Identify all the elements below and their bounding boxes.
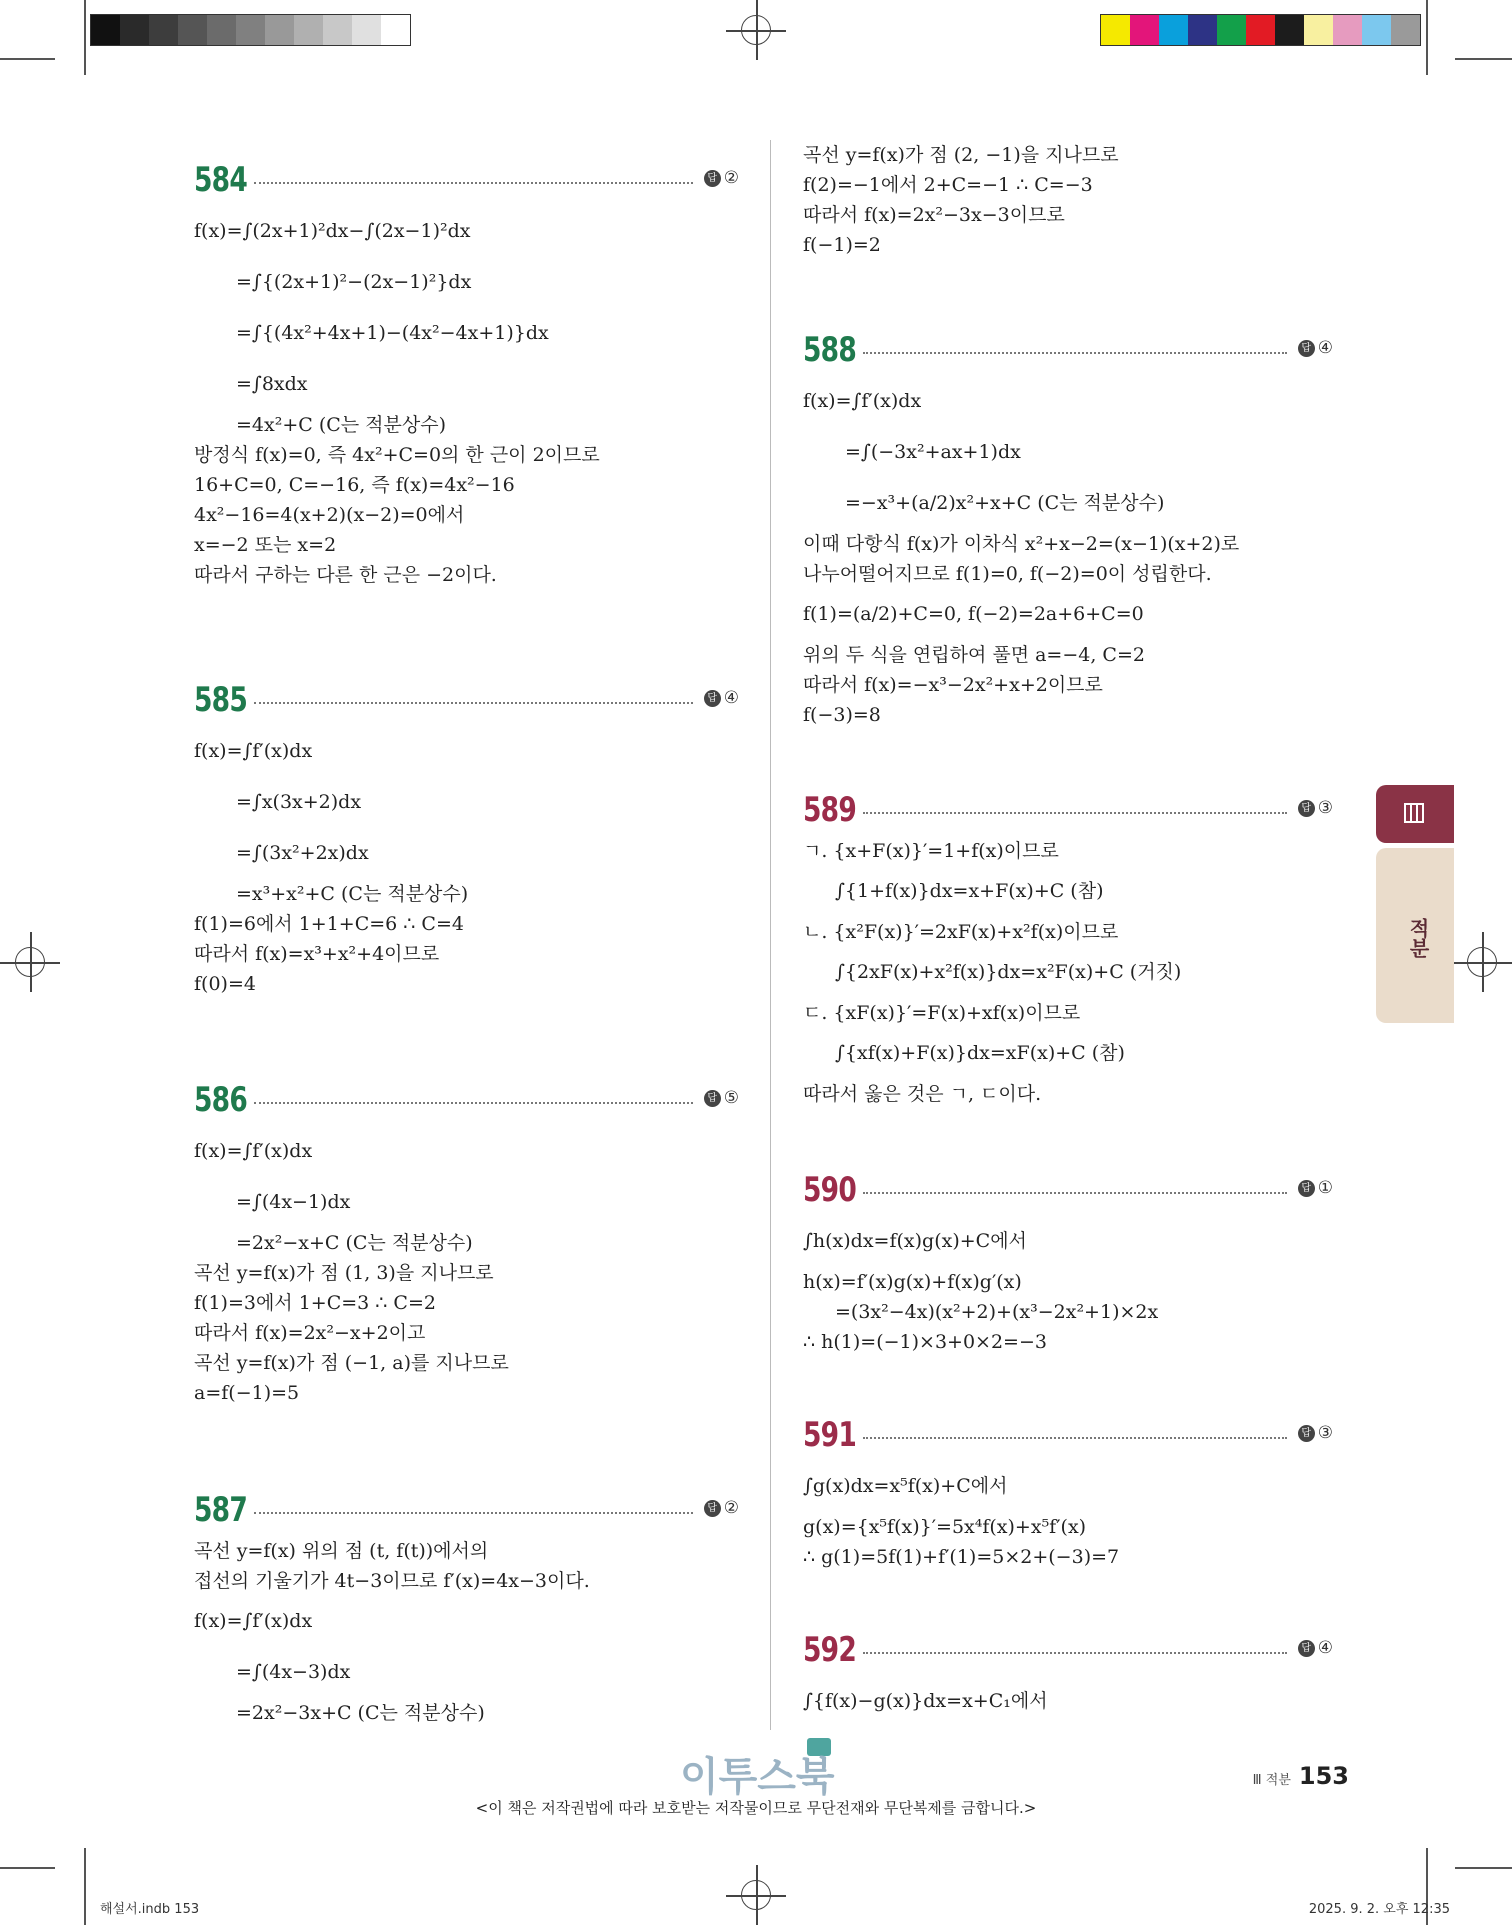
- problem-header: [803, 1630, 1333, 1676]
- problem-587: [194, 1490, 739, 1728]
- crop-mark: [0, 58, 55, 60]
- color-swatch: [1101, 15, 1130, 45]
- answer-badge-icon: 답: [1298, 340, 1315, 357]
- problem-header: [803, 790, 1333, 836]
- solution-line: 4x²−16=4(x+2)(x−2)=0에서: [194, 504, 465, 526]
- leader-dots: [863, 812, 1287, 814]
- answer-badge-icon: 답: [704, 170, 721, 187]
- problem-584: [194, 160, 739, 590]
- color-swatch: [1130, 15, 1159, 45]
- solution-line: 접선의 기울기가 4t−3이므로 f′(x)=4x−3이다.: [194, 1570, 590, 1592]
- leader-dots: [863, 1437, 1287, 1439]
- solution-line: 따라서 f(x)=2x²−3x−3이므로: [803, 204, 1065, 226]
- solution-line: 따라서 f(x)=2x²−x+2이고: [194, 1322, 426, 1344]
- solution-line: 따라서 f(x)=−x³−2x²+x+2이므로: [803, 674, 1103, 696]
- solution-line: 이때 다항식 f(x)가 이차식 x²+x−2=(x−1)(x+2)로: [803, 533, 1240, 555]
- problem-header: [803, 1415, 1333, 1461]
- answer-mark: [1298, 1423, 1333, 1443]
- solution-line: 따라서 옳은 것은 ㄱ, ㄷ이다.: [803, 1083, 1042, 1105]
- solution-line: 곡선 y=f(x)가 점 (−1, a)를 지나므로: [194, 1352, 509, 1374]
- solution-line: =2x²−x+C (C는 적분상수): [236, 1232, 473, 1254]
- crop-mark: [0, 1867, 55, 1869]
- answer-badge-icon: 답: [1298, 1180, 1315, 1197]
- problem-589: [803, 790, 1333, 1109]
- solution-line: 16+C=0, C=−16, 즉 f(x)=4x²−16: [194, 474, 515, 496]
- answer-badge-icon: 답: [704, 1500, 721, 1517]
- answer-mark: [704, 688, 739, 708]
- crop-mark: [1426, 0, 1428, 75]
- print-slug-date: 2025. 9. 2. 오후 12:35: [1308, 1902, 1450, 1917]
- answer-value: ①: [1317, 1178, 1333, 1198]
- problem-header: [803, 330, 1333, 376]
- answer-mark: [704, 1088, 739, 1108]
- problem-590: [803, 1170, 1333, 1357]
- problem-number: 591: [803, 1415, 857, 1455]
- answer-badge-icon: 답: [1298, 800, 1315, 817]
- solution-line: f(1)=6에서 1+1+C=6 ∴ C=4: [194, 913, 464, 935]
- solution-line: ∫{f(x)−g(x)}dx=x+C₁에서: [803, 1690, 1048, 1712]
- solution-line: =(3x²−4x)(x²+2)+(x³−2x²+1)×2x: [835, 1301, 1159, 1323]
- answer-mark: [704, 168, 739, 188]
- answer-badge-icon: 답: [704, 690, 721, 707]
- answer-value: ③: [1317, 1423, 1333, 1443]
- solution-line: =∫(3x²+2x)dx: [236, 842, 369, 864]
- column-divider: [770, 140, 771, 1730]
- problem-number: 592: [803, 1630, 857, 1670]
- solution-line: ∫h(x)dx=f(x)g(x)+C에서: [803, 1230, 1027, 1252]
- leader-dots: [863, 1192, 1287, 1194]
- solution-line: =∫8xdx: [236, 373, 308, 395]
- solution-line: =∫(4x−1)dx: [236, 1191, 351, 1213]
- answer-mark: [1298, 338, 1333, 358]
- continued-solution-587: [803, 140, 1333, 260]
- solution-line: =∫(4x−3)dx: [236, 1661, 351, 1683]
- solution-line: 곡선 y=f(x)가 점 (1, 3)을 지나므로: [194, 1262, 494, 1284]
- chapter-tab-label: 적분: [1406, 918, 1430, 958]
- answer-mark: [1298, 1638, 1333, 1658]
- solution-line: f(0)=4: [194, 973, 256, 995]
- grayscale-swatch: [149, 15, 178, 45]
- problem-number: 585: [194, 680, 248, 720]
- color-swatch: [1188, 15, 1217, 45]
- print-slug-file: 해설서.indb 153: [100, 1902, 200, 1917]
- problem-588: [803, 330, 1333, 730]
- solution-line: 방정식 f(x)=0, 즉 4x²+C=0의 한 근이 2이므로: [194, 444, 600, 466]
- grayscale-swatch: [352, 15, 381, 45]
- solution-line: 곡선 y=f(x)가 점 (2, −1)을 지나므로: [803, 144, 1119, 166]
- grayscale-swatch: [178, 15, 207, 45]
- solution-line: =2x²−3x+C (C는 적분상수): [236, 1702, 485, 1724]
- answer-value: ④: [1317, 338, 1333, 358]
- problem-header: [194, 680, 739, 726]
- solution-line: =∫x(3x+2)dx: [236, 791, 362, 813]
- leader-dots: [254, 1102, 693, 1104]
- publisher-logo: 이투스북: [680, 1754, 835, 1800]
- answer-value: ②: [723, 168, 739, 188]
- process-color-bar: [1100, 14, 1421, 46]
- problem-number: 588: [803, 330, 857, 370]
- crop-mark: [84, 0, 86, 75]
- solution-line: f(−1)=2: [803, 234, 881, 256]
- problem-586: [194, 1080, 739, 1408]
- page-number-block: [1253, 1762, 1349, 1790]
- right-column: [803, 140, 1333, 1712]
- leader-dots: [254, 182, 693, 184]
- solution-line: =∫(−3x²+ax+1)dx: [845, 441, 1021, 463]
- solution-line: f(1)=(a/2)+C=0, f(−2)=2a+6+C=0: [803, 603, 1144, 625]
- registration-mark: [726, 1865, 786, 1925]
- solution-line: h(x)=f′(x)g(x)+f(x)g′(x): [803, 1271, 1022, 1293]
- color-swatch: [1275, 15, 1304, 45]
- grayscale-swatch: [323, 15, 352, 45]
- solution-line: f(x)=∫f′(x)dx: [194, 740, 313, 762]
- solution-line: =x³+x²+C (C는 적분상수): [236, 883, 469, 905]
- solution-line: ∫g(x)dx=x⁵f(x)+C에서: [803, 1475, 1008, 1497]
- crop-mark: [1455, 1867, 1512, 1869]
- solution-line: 곡선 y=f(x) 위의 점 (t, f(t))에서의: [194, 1540, 489, 1562]
- solution-line: =∫{(2x+1)²−(2x−1)²}dx: [236, 271, 472, 293]
- color-swatch: [1159, 15, 1188, 45]
- leader-dots: [863, 1652, 1287, 1654]
- page-number: 153: [1298, 1762, 1349, 1790]
- solution-line: g(x)={x⁵f(x)}′=5x⁴f(x)+x⁵f′(x): [803, 1516, 1087, 1538]
- solution-line: f(x)=∫(2x+1)²dx−∫(2x−1)²dx: [194, 220, 471, 242]
- chapter-tab-roman-three: [1376, 785, 1454, 843]
- problem-number: 590: [803, 1170, 857, 1210]
- problem-header: [194, 1080, 739, 1126]
- section-label: Ⅲ 적분: [1252, 1773, 1291, 1788]
- leader-dots: [254, 1512, 693, 1514]
- crop-mark: [1455, 58, 1512, 60]
- grayscale-swatch: [294, 15, 323, 45]
- solution-line: ∫{2xF(x)+x²f(x)}dx=x²F(x)+C (거짓): [835, 961, 1182, 983]
- color-swatch: [1391, 15, 1420, 45]
- answer-value: ③: [1317, 798, 1333, 818]
- problem-585: [194, 680, 739, 999]
- solution-line: x=−2 또는 x=2: [194, 534, 337, 556]
- problem-header: [803, 1170, 1333, 1216]
- solution-line: ∴ g(1)=5f(1)+f′(1)=5×2+(−3)=7: [803, 1546, 1120, 1568]
- registration-mark: [1452, 932, 1512, 992]
- color-swatch: [1362, 15, 1391, 45]
- color-swatch: [1217, 15, 1246, 45]
- solution-line: 나누어떨어지므로 f(1)=0, f(−2)=0이 성립한다.: [803, 563, 1212, 585]
- problem-number: 584: [194, 160, 248, 200]
- grayscale-swatch: [207, 15, 236, 45]
- copyright-notice: <이 책은 저작권법에 따라 보호받는 저작물이므로 무단전재와 무단복제를 금합니다.>: [475, 1799, 1037, 1817]
- answer-mark: [1298, 1178, 1333, 1198]
- solution-line: 따라서 f(x)=x³+x²+4이므로: [194, 943, 440, 965]
- solution-line: ∫{1+f(x)}dx=x+F(x)+C (참): [835, 880, 1104, 902]
- solution-line: f(1)=3에서 1+C=3 ∴ C=2: [194, 1292, 436, 1314]
- problem-header: [194, 1490, 739, 1536]
- solution-line: =∫{(4x²+4x+1)−(4x²−4x+1)}dx: [236, 322, 549, 344]
- solution-line: ㄴ. {x²F(x)}′=2xF(x)+x²f(x)이므로: [803, 921, 1119, 943]
- grayscale-swatch: [120, 15, 149, 45]
- solution-line: ㄱ. {x+F(x)}′=1+f(x)이므로: [803, 840, 1059, 862]
- registration-mark: [726, 0, 786, 60]
- grayscale-color-bar: [90, 14, 411, 46]
- problem-number: 587: [194, 1490, 248, 1530]
- answer-badge-icon: 답: [704, 1090, 721, 1107]
- crop-mark: [84, 1848, 86, 1925]
- color-swatch: [1333, 15, 1362, 45]
- solution-line: =4x²+C (C는 적분상수): [236, 414, 447, 436]
- grayscale-swatch: [381, 15, 410, 45]
- grayscale-swatch: [236, 15, 265, 45]
- chapter-tab: [1376, 848, 1454, 1023]
- problem-header: [194, 160, 739, 206]
- solution-line: f(x)=∫f′(x)dx: [803, 390, 922, 412]
- problem-592: [803, 1630, 1333, 1727]
- solution-line: ㄷ. {xF(x)}′=F(x)+xf(x)이므로: [803, 1002, 1081, 1024]
- answer-value: ④: [723, 688, 739, 708]
- solution-line: f(x)=∫f′(x)dx: [194, 1610, 313, 1632]
- color-swatch: [1304, 15, 1333, 45]
- leader-dots: [254, 702, 693, 704]
- answer-value: ⑤: [723, 1088, 739, 1108]
- solution-line: f(−3)=8: [803, 704, 881, 726]
- problem-number: 589: [803, 790, 857, 830]
- solution-line: f(2)=−1에서 2+C=−1 ∴ C=−3: [803, 174, 1093, 196]
- answer-value: ②: [723, 1498, 739, 1518]
- leader-dots: [863, 352, 1287, 354]
- problem-number: 586: [194, 1080, 248, 1120]
- grayscale-swatch: [91, 15, 120, 45]
- solution-line: 따라서 구하는 다른 한 근은 −2이다.: [194, 564, 497, 586]
- answer-badge-icon: 답: [1298, 1640, 1315, 1657]
- solution-line: ∴ h(1)=(−1)×3+0×2=−3: [803, 1331, 1047, 1353]
- solution-line: =−x³+(a/2)x²+x+C (C는 적분상수): [845, 492, 1165, 514]
- answer-mark: [704, 1498, 739, 1518]
- answer-badge-icon: 답: [1298, 1425, 1315, 1442]
- solution-line: a=f(−1)=5: [194, 1382, 300, 1404]
- grayscale-swatch: [265, 15, 294, 45]
- problem-591: [803, 1415, 1333, 1572]
- answer-mark: [1298, 798, 1333, 818]
- registration-mark: [0, 932, 60, 992]
- solution-line: 위의 두 식을 연립하여 풀면 a=−4, C=2: [803, 644, 1145, 666]
- solution-line: ∫{xf(x)+F(x)}dx=xF(x)+C (참): [835, 1042, 1125, 1064]
- solution-line: f(x)=∫f′(x)dx: [194, 1140, 313, 1162]
- color-swatch: [1246, 15, 1275, 45]
- answer-value: ④: [1317, 1638, 1333, 1658]
- roman-numeral-three-icon: [1404, 803, 1424, 823]
